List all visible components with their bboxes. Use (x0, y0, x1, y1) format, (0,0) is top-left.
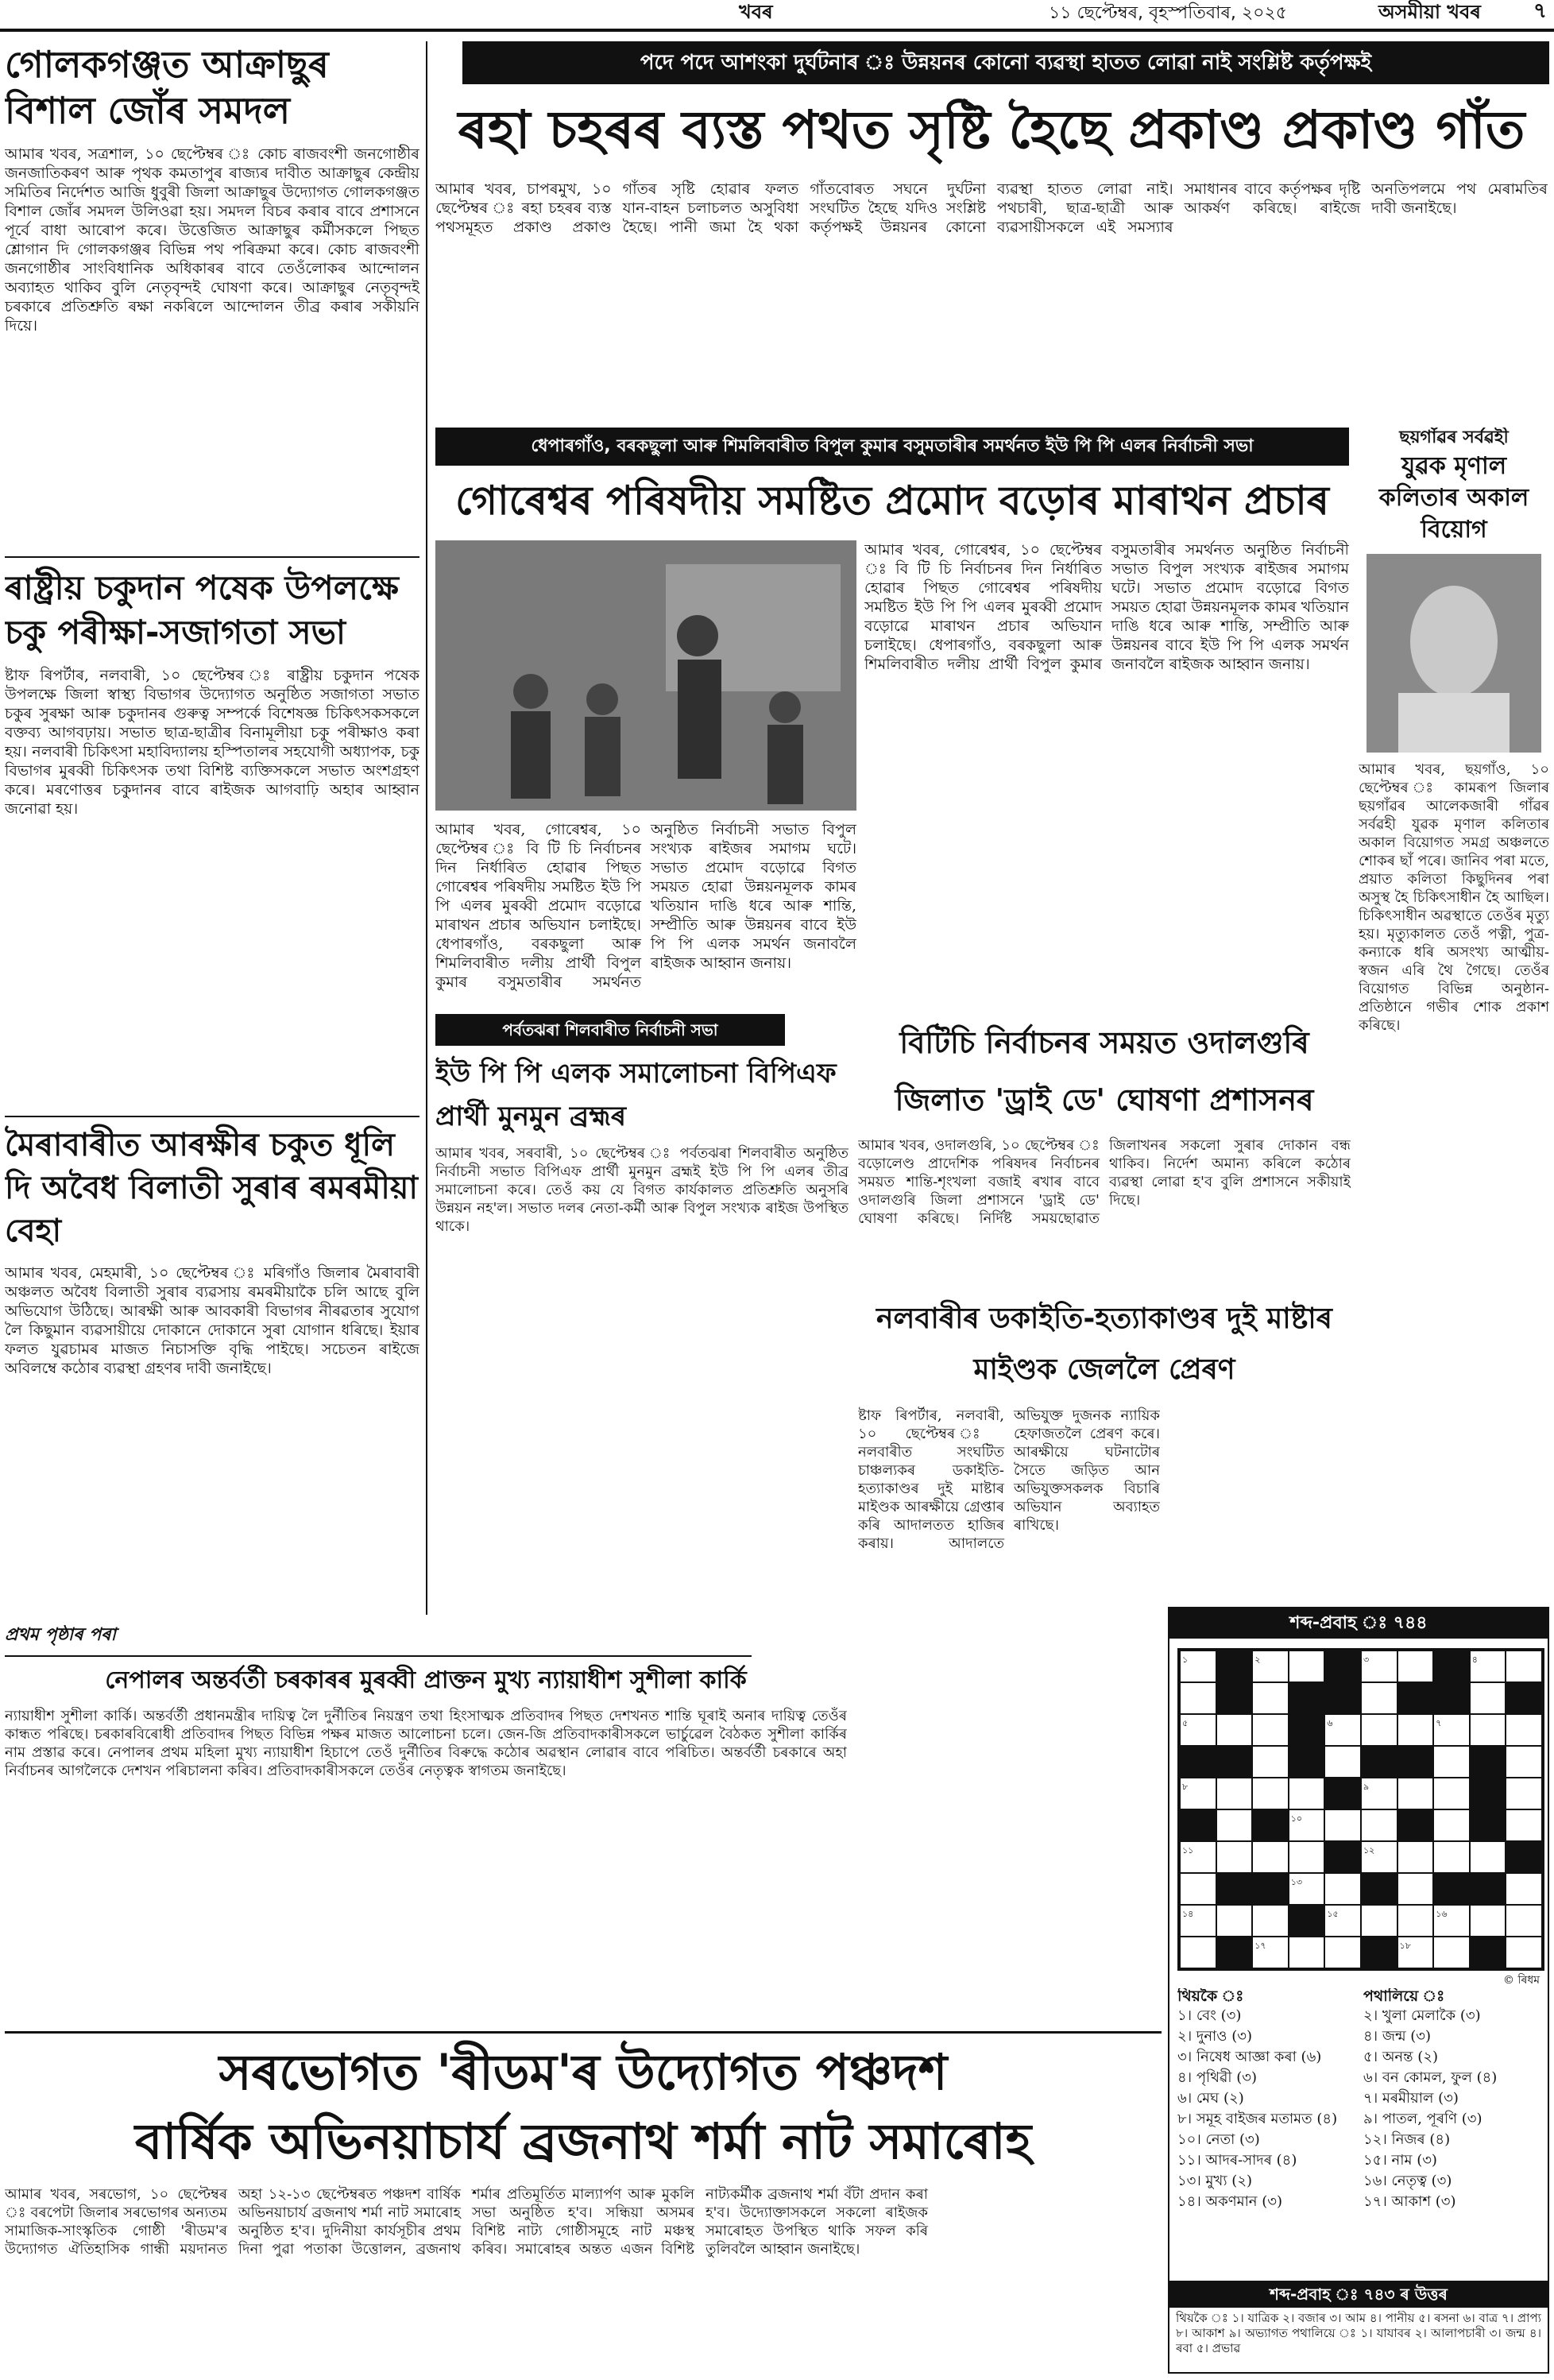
grid-cell[interactable] (1361, 1682, 1397, 1714)
grid-cell[interactable] (1397, 1778, 1434, 1809)
grid-cell[interactable] (1289, 1841, 1325, 1873)
continued-body: ন্যায়াধীশ সুশীলা কাৰ্কি। অন্তৰ্বৰ্তী প্ৰধানমন্ত্ৰীৰ দায়িত্ব লৈ দুৰ্নীতিৰ নিয়ন্ত্ৰণ তথা হিংসাত্মক প্ৰতিবাদৰ পিছত দেশখনত শান্তি ঘূৰাই অনাৰ দায়িত্ব তেওঁৰ কান্ধত পৰিছে। চৰকাৰবিৰোধী প্ৰতিবাদৰ পিছত বিভিন্ন পক্ষৰ মাজত আলোচনা চলে। জেন-জি প্ৰতিবাদকাৰীসকলে ভাৰ্চুৱেল বৈঠকত সুশীলা কাৰ্কিৰ নাম প্ৰস্তাৱ কৰে। নেপালৰ প্ৰথম মহিলা মুখ্য ন্যায়াধীশ হিচাপে তেওঁ দুৰ্নীতিৰ বিৰুদ্ধে কঠোৰ অৱস্থান লোৱাৰ বাবে পৰিচিত। অন্তৰ্বৰ্তী চৰকাৰে অহা নিৰ্বাচনৰ আগলৈকে দেশখন পৰিচালনা কৰিব। প্ৰতিবাদকাৰীসকলে তেওঁৰ নেতৃত্বক স্বাগতম জনাইছে। (5, 1708, 847, 1779)
grid-cell (1361, 1873, 1397, 1905)
continued-label (5, 1625, 752, 1657)
clue: ১৪। অকণমান (৩) (1177, 2192, 1283, 2210)
grid-cell (1216, 1682, 1253, 1714)
grid-cell[interactable]: ১৮ (1397, 1937, 1434, 1968)
grid-cell[interactable] (1506, 1905, 1542, 1937)
grid-cell[interactable] (1433, 1937, 1470, 1968)
column-rule (426, 41, 427, 1615)
grid-cell[interactable] (1216, 1714, 1253, 1746)
clue: ৫। অনন্ত (২) (1363, 2048, 1439, 2065)
grid-cell (1252, 1809, 1289, 1841)
continued-label-text: প্ৰথম পৃষ্ঠাৰ পৰা (5, 1625, 116, 1645)
grid-cell (1324, 1651, 1361, 1682)
clue: ৮। সমূহ বাইজৰ মতামত (৪) (1177, 2110, 1338, 2127)
paper-name: অসমীয়া খবৰ (1378, 1, 1481, 23)
divider (5, 2031, 1162, 2034)
grid-cell[interactable] (1252, 1746, 1289, 1778)
campaign-photo-image (435, 540, 856, 811)
clue: ৬। বন কোমল, ফুল (৪) (1363, 2068, 1498, 2086)
bpf-strap: পৰ্বতঝৰা শিলবাৰীত নিৰ্বাচনী সভা (435, 1014, 785, 1046)
bpf-headline: ইউ পি পি এলক সমালোচনা বিপিএফ প্ৰাৰ্থী মুনমুন ব্ৰহ্মৰ (435, 1058, 837, 1132)
grid-cell[interactable] (1397, 1714, 1434, 1746)
crossword-credit: © ৰিধম (1503, 1974, 1540, 1987)
grid-cell[interactable]: ১৪ (1180, 1905, 1216, 1937)
grid-cell[interactable] (1506, 1809, 1542, 1841)
dacoity-body: ষ্টাফ ৰিপৰ্টাৰ, নলবাৰী, ১০ ছেপ্টেম্বৰ ঃ নলবাৰীত সংঘটিত চাঞ্চল্যকৰ ডকাইতি-হত্যাকাণ্ডৰ দুই মাষ্টাৰ মাইণ্ডক আৰক্ষীয়ে গ্ৰেপ্তাৰ কৰি আদালতত হাজিৰ কৰায়। আদালতে অভিযুক্ত দুজনক ন্যায়িক হেফাজতলৈ প্ৰেৰণ কৰে। আৰক্ষীয়ে ঘটনাটোৰ সৈতে জড়িত আন অভিযুক্তসকলক বিচাৰি অভিযান অব্যাহত ৰাখিছে। (858, 1407, 1160, 1552)
clue: ১৬। নেতৃত্ব (৩) (1363, 2172, 1452, 2189)
grid-cell[interactable] (1216, 1809, 1253, 1841)
grid-cell (1216, 1937, 1253, 1968)
uppl-body-continued-text: আমাৰ খবৰ, গোৰেশ্বৰ, ১০ ছেপ্টেম্বৰ ঃ বি টি চি নিৰ্বাচনৰ দিন নিৰ্ধাৰিত হোৱাৰ পিছত গোৰেশ্বৰ পৰিষদীয় সমষ্টিত ইউ পি পি এলৰ মুৰব্বী প্ৰমোদ বড়োৱে মাৰাথন প্ৰচাৰ অভিযান চলাইছে। ধেপাৰগাঁও, বৰকছুলা আৰু শিমলিবাৰীত দলীয় প্ৰাৰ্থী বিপুল কুমাৰ বসুমতাৰীৰ সমৰ্থনত অনুষ্ঠিত নিৰ্বাচনী সভাত বিপুল সংখ্যক ৰাইজৰ সমাগম ঘটে। সভাত প্ৰমোদ বড়োৱে বিগত সময়ত হোৱা উন্নয়নমূলক কামৰ খতিয়ান দাঙি ধৰে আৰু শান্তি, সম্প্ৰীতি আৰু উন্নয়নৰ বাবে ইউ পি পি এলক সমৰ্থন জনাবলৈ ৰাইজক আহ্বান জনায়। (864, 541, 1349, 673)
story-golokganj-body: আমাৰ খবৰ, সত্ৰশাল, ১০ ছেপ্টেম্বৰ ঃ কোচ ৰাজবংশী জনগোষ্ঠীৰ জনজাতিকৰণ আৰু পৃথক কমতাপুৰ ৰাজ্যৰ দাবীত আক্ৰাছুৰ কেন্দ্ৰীয় সমিতিৰ নিৰ্দেশত আজি ধুবুৰী জিলা আক্ৰাছুৰ উদ্যোগত গোলকগঞ্জত বিশাল জোঁৰ সমদল উলিওৱা হয়। সমদল বিচৰ কৰাৰ বাবে প্ৰশাসনে পূৰ্বে বাধা আৰোপ কৰে। উত্তেজিত আক্ৰাছুৰ কৰ্মীসকলে পিছত শ্লোগান দি গোলকগঞ্জৰ বিভিন্ন পথ পৰিক্ৰমা কৰে। কোচ ৰাজবংশী জনগোষ্ঠীৰ সাংবিধানিক অধিকাৰৰ বাবে তেওঁলোকৰ আন্দোলন অব্যাহত থাকিব বুলি নেতৃবৃন্দই ঘোষণা কৰে। আক্ৰাছুৰ নেতৃবৃন্দই চৰকাৰে প্ৰতিশ্ৰুতি ৰক্ষা নকৰিলে আন্দোলন তীব্ৰ কৰাৰ সকীয়নি দিয়ে। (5, 145, 419, 335)
obituary-photo-image (1367, 554, 1541, 753)
uppl-strap: ধেপাৰগাঁও, বৰকছুলা আৰু শিমলিবাৰীত বিপুল কুমাৰ বসুমতাৰীৰ সমৰ্থনত ইউ পি পি এলৰ নিৰ্বাচনী সভা (435, 428, 1349, 466)
grid-cell[interactable]: ১০ (1289, 1809, 1325, 1841)
across-clues (1177, 1988, 1359, 2274)
grid-cell[interactable]: ১৫ (1324, 1905, 1361, 1937)
grid-cell[interactable]: ১৩ (1289, 1873, 1325, 1905)
header-date: ১১ ছেপ্টেম্বৰ, বৃহস্পতিবাৰ, ২০২৫ (1049, 3, 1288, 23)
grid-cell[interactable] (1397, 1905, 1434, 1937)
grid-cell[interactable] (1252, 1682, 1289, 1714)
grid-cell (1506, 1682, 1542, 1714)
grid-cell (1433, 1873, 1470, 1905)
obituary-body: আমাৰ খবৰ, ছয়গাঁও, ১০ ছেপ্টেম্বৰ ঃ কামৰূপ জিলাৰ ছয়গাঁৱৰ আলেকজাৰী গাঁৱৰ সৰ্বৱহী যুৱক মৃণাল কলিতাৰ অকাল বিয়োগত সমগ্ৰ অঞ্চলতে শোকৰ ছাঁ পৰে। জানিব পৰা মতে, প্ৰয়াত কলিতা কিছুদিনৰ পৰা অসুস্থ হৈ চিকিৎসাধীন হৈ আছিল। চিকিৎসাধীন অৱস্থাতে তেওঁৰ মৃত্যু হয়। মৃত্যুকালত তেওঁ পত্নী, পুত্ৰ-কন্যাকে ধৰি অসংখ্য আত্মীয়-স্বজন এৰি থৈ গৈছে। তেওঁৰ বিয়োগত বিভিন্ন অনুষ্ঠান-প্ৰতিষ্ঠানে গভীৰ শোক প্ৰকাশ কৰিছে। (1359, 761, 1549, 1035)
clue: ১১। আদৰ-সাদৰ (৪) (1177, 2151, 1297, 2169)
clue: ১৩। মুখ্য (২) (1177, 2172, 1253, 2189)
grid-cell[interactable] (1324, 1873, 1361, 1905)
page-header (0, 0, 1554, 27)
grid-cell[interactable] (1506, 1873, 1542, 1905)
dacoity-headline: নলবাৰীৰ ডকাইতি-হত্যাকাণ্ডৰ দুই মাষ্টাৰ মাইণ্ডক জেললৈ প্ৰেৰণ (876, 1302, 1332, 1386)
grid-cell (1397, 1809, 1434, 1841)
story-eye-camp (5, 566, 419, 1106)
grid-cell[interactable] (1324, 1746, 1361, 1778)
grid-cell (1289, 1714, 1325, 1746)
story-liquor (5, 1124, 419, 1616)
crossword-grid[interactable] (1177, 1648, 1544, 1971)
grid-cell (1180, 1746, 1216, 1778)
header-rule (0, 29, 1554, 32)
grid-cell[interactable]: ৭ (1433, 1714, 1470, 1746)
uppl-body: আমাৰ খবৰ, গোৰেশ্বৰ, ১০ ছেপ্টেম্বৰ ঃ বি টি চি নিৰ্বাচনৰ দিন নিৰ্ধাৰিত হোৱাৰ পিছত গোৰেশ্বৰ পৰিষদীয় সমষ্টিত ইউ পি পি এলৰ মুৰব্বী প্ৰমোদ বড়োৱে মাৰাথন প্ৰচাৰ অভিযান চলাইছে। ধেপাৰগাঁও, বৰকছুলা আৰু শিমলিবাৰীত দলীয় প্ৰাৰ্থী বিপুল কুমাৰ বসুমতাৰীৰ সমৰ্থনত অনুষ্ঠিত নিৰ্বাচনী সভাত বিপুল সংখ্যক ৰাইজৰ সমাগম ঘটে। সভাত প্ৰমোদ বড়োৱে বিগত সময়ত হোৱা উন্নয়নমূলক কামৰ খতিয়ান দাঙি ধৰে আৰু শান্তি, সম্প্ৰীতি আৰু উন্নয়নৰ বাবে ইউ পি পি এলক সমৰ্থন জনাবলৈ ৰাইজক আহ্বান জনায়। (435, 821, 856, 991)
grid-cell[interactable] (1470, 1714, 1506, 1746)
story-liquor-headline: মৈৰাবাৰীত আৰক্ষীৰ চকুত ধূলি দি অবৈধ বিলাতী সুৰাৰ ৰমৰমীয়া বেহা (5, 1127, 418, 1249)
grid-cell[interactable] (1506, 1746, 1542, 1778)
page-number: ৭ (1533, 0, 1547, 23)
grid-cell[interactable]: ২ (1252, 1651, 1289, 1682)
clue: ১। বেং (৩) (1177, 2007, 1242, 2024)
grid-cell[interactable] (1397, 1651, 1434, 1682)
grid-cell (1361, 1746, 1397, 1778)
story-eye-camp-headline: ৰাষ্ট্ৰীয় চকুদান পষেক উপলক্ষে চকু পৰীক্ষা-সজাগতা সভা (5, 568, 399, 652)
clue: ৪। জন্ম (৩) (1363, 2027, 1432, 2045)
grid-cell[interactable]: ১১ (1180, 1841, 1216, 1873)
grid-cell[interactable] (1361, 1809, 1397, 1841)
grid-cell[interactable] (1397, 1841, 1434, 1873)
divider (5, 1116, 419, 1117)
grid-cell[interactable] (1433, 1809, 1470, 1841)
grid-cell[interactable] (1470, 1905, 1506, 1937)
banner-strap: পদে পদে আশংকা দুৰ্ঘটনাৰ ঃ উন্নয়নৰ কোনো ব্যৱস্থা হাতত লোৱা নাই সংশ্লিষ্ট কৰ্তৃপক্ষই (462, 41, 1549, 84)
grid-cell[interactable] (1289, 1778, 1325, 1809)
uppl-headline: গোৰেশ্বৰ পৰিষদীয় সমষ্টিত প্ৰমোদ বড়োৰ মাৰাথন প্ৰচাৰ (455, 478, 1329, 524)
grid-cell[interactable]: ৪ (1470, 1651, 1506, 1682)
grid-cell (1216, 1873, 1253, 1905)
clue: ১৫। নাম (৩) (1363, 2151, 1437, 2169)
story-eye-camp-body: ষ্টাফ ৰিপৰ্টাৰ, নলবাৰী, ১০ ছেপ্টেম্বৰ ঃ ৰাষ্ট্ৰীয় চকুদান পষেক উপলক্ষে জিলা স্বাস্থ্য বিভাগৰ উদ্যোগত অনুষ্ঠিত সজাগতা সভাত চকুৰ সুৰক্ষা আৰু চকুদানৰ গুৰুত্ব সম্পৰ্কে বিশেষজ্ঞ চিকিৎসকসকলে বক্তব্য আগবঢ়ায়। সভাত ছাত্ৰ-ছাত্ৰীৰ বিনামূলীয়া চকু পৰীক্ষাও কৰা হয়। নলবাৰী চিকিৎসা মহাবিদ্যালয় হস্পিতালৰ সহযোগী অধ্যাপক, চকু বিভাগৰ মুৰব্বী চিকিৎসক তথা বিশিষ্ট ব্যক্তিসকলে সভাত অংশগ্ৰহণ কৰে। মৰণোত্তৰ চকুদানৰ বাবে ৰাইজক আগবাঢ়ি অহাৰ আহ্বান জনোৱা হয়। (5, 667, 419, 818)
grid-cell[interactable] (1216, 1841, 1253, 1873)
grid-cell (1397, 1746, 1434, 1778)
grid-cell (1324, 1778, 1361, 1809)
grid-cell[interactable]: ৫ (1180, 1714, 1216, 1746)
clue: ৭। মৰমীয়াল (৩) (1363, 2089, 1459, 2107)
continued-headline: নেপালৰ অন্তৰ্বৰ্তী চৰকাৰৰ মুৰব্বী প্ৰাক্তন মুখ্য ন্যায়াধীশ সুশীলা কাৰ্কি (105, 1666, 747, 1694)
grid-cell (1470, 1778, 1506, 1809)
grid-cell[interactable] (1361, 1905, 1397, 1937)
grid-cell (1361, 1937, 1397, 1968)
bottom-headline-1: সৰভোগত 'ৰীডম'ৰ উদ্যোগত পঞ্চদশ (218, 2043, 948, 2101)
grid-cell[interactable] (1180, 1873, 1216, 1905)
dryday-headline: বিটিচি নিৰ্বাচনৰ সময়ত ওদালগুৰি জিলাত 'ড্ৰাই ডে' ঘোষণা প্ৰশাসনৰ (895, 1025, 1314, 1117)
grid-cell (1433, 1651, 1470, 1682)
grid-cell (1180, 1809, 1216, 1841)
grid-cell[interactable]: ৩ (1361, 1651, 1397, 1682)
clue: ১২। নিজৰ (৪) (1363, 2130, 1451, 2148)
grid-cell[interactable]: ১৬ (1433, 1905, 1470, 1937)
grid-cell[interactable] (1506, 1778, 1542, 1809)
grid-cell[interactable] (1470, 1682, 1506, 1714)
grid-cell[interactable] (1397, 1873, 1434, 1905)
uppl-body-continued (864, 540, 1349, 1004)
dryday-body: আমাৰ খবৰ, ওদালগুৰি, ১০ ছেপ্টেম্বৰ ঃ বড়োলেণ্ড প্ৰাদেশিক পৰিষদৰ নিৰ্বাচনৰ সময়ত শান্তি-শৃংখলা বজাই ৰখাৰ বাবে ওদালগুৰি জিলা প্ৰশাসনে 'ড্ৰাই ডে' ঘোষণা কৰিছে। নিৰ্দিষ্ট সময়ছোৱাত জিলাখনৰ সকলো সুৰাৰ দোকান বন্ধ থাকিব। নিৰ্দেশ অমান্য কৰিলে কঠোৰ ব্যৱস্থা লোৱা হ'ব বুলি প্ৰশাসনে সকীয়াই দিছে। (858, 1137, 1351, 1227)
grid-cell[interactable] (1180, 1682, 1216, 1714)
grid-cell (1289, 1682, 1325, 1714)
down-clues (1363, 1988, 1544, 2274)
grid-cell[interactable] (1506, 1714, 1542, 1746)
clue: ২। খুলা মেলাকৈ (৩) (1363, 2007, 1481, 2024)
grid-cell[interactable] (1252, 1778, 1289, 1809)
banner-body: আমাৰ খবৰ, চাপৰমুখ, ১০ ছেপ্টেম্বৰ ঃ ৰহা চহৰৰ ব্যস্ত পথসমূহত প্ৰকাণ্ড প্ৰকাণ্ড গাঁতৰ সৃষ্টি হোৱাৰ ফলত যান-বাহন চলাচলত অসুবিধা হৈছে। পানী জমা হৈ থকা গাঁতবোৰত সঘনে দুৰ্ঘটনা সংঘটিত হৈছে যদিও সংশ্লিষ্ট কৰ্তৃপক্ষই উন্নয়নৰ কোনো ব্যৱস্থা হাতত লোৱা নাই। পথচাৰী, ছাত্ৰ-ছাত্ৰী আৰু ব্যৱসায়ীসকলে এই সমস্যাৰ সমাধানৰ বাবে কৰ্তৃপক্ষৰ দৃষ্টি আকৰ্ষণ কৰিছে। ৰাইজে অনতিপলমে পথ মেৰামতিৰ দাবী জনাইছে। (435, 180, 1548, 236)
clue: ৩। নিষেধ আজ্ঞা কৰা (৬) (1177, 2048, 1322, 2065)
grid-cell (1433, 1682, 1470, 1714)
grid-cell (1470, 1809, 1506, 1841)
grid-cell (1289, 1905, 1325, 1937)
story-liquor-body: আমাৰ খবৰ, মেহমাৰী, ১০ ছেপ্টেম্বৰ ঃ মৰিগাঁও জিলাৰ মৈৰাবাৰী অঞ্চলত অবৈধ বিলাতী সুৰাৰ ব্যৱসায় ৰমৰমীয়াকৈ চলি আছে বুলি অভিযোগ উঠিছে। আৰক্ষী আৰু আবকাৰী বিভাগৰ নীৰৱতাৰ সুযোগ লৈ কিছুমান ব্যৱসায়ীয়ে দোকানে দোকানে সুৰা যোগান ধৰিছে। ইয়াৰ ফলত যুৱচামৰ মাজত নিচাসক্তি বৃদ্ধি পাইছে। সচেতন ৰাইজে অবিলম্বে কঠোৰ ব্যৱস্থা গ্ৰহণৰ দাবী জনাইছে। (5, 1264, 419, 1377)
grid-cell[interactable] (1252, 1905, 1289, 1937)
grid-cell[interactable] (1433, 1841, 1470, 1873)
grid-cell[interactable] (1252, 1714, 1289, 1746)
campaign-photo (435, 540, 856, 811)
section-label: খবৰ (739, 1, 773, 23)
answer-title: শব্দ-প্ৰবাহ ঃ ৭৪৩ ৰ উত্তৰ (1169, 2281, 1548, 2308)
grid-cell (1397, 1682, 1434, 1714)
bottom-headline-2: বাৰ্ষিক অভিনয়াচাৰ্য ব্ৰজনাথ শৰ্মা নাট সমাৰোহ (134, 2112, 1032, 2170)
clue: ২। দুনাও (৩) (1177, 2027, 1253, 2045)
grid-cell (1324, 1841, 1361, 1873)
clue: ৬। মেঘ (২) (1177, 2089, 1244, 2107)
grid-cell[interactable] (1470, 1841, 1506, 1873)
grid-cell[interactable] (1180, 1937, 1216, 1968)
crossword (1168, 1607, 1549, 2374)
grid-cell (1506, 1841, 1542, 1873)
banner-headline: ৰহা চহৰৰ ব্যস্ত পথত সৃষ্টি হৈছে প্ৰকাণ্ড প্ৰকাণ্ড গাঁত (458, 99, 1525, 161)
obituary-headline: যুৱক মৃণাল কলিতাৰ অকাল বিয়োগ (1378, 452, 1529, 544)
grid-cell[interactable] (1289, 1651, 1325, 1682)
grid-cell[interactable] (1506, 1937, 1542, 1968)
grid-cell[interactable]: ৯ (1361, 1778, 1397, 1809)
clue: ১০। নেতা (৩) (1177, 2130, 1260, 2148)
grid-cell (1470, 1746, 1506, 1778)
bpf-body: আমাৰ খবৰ, সৰবাৰী, ১০ ছেপ্টেম্বৰ ঃ পৰ্বতঝৰা শিলবাৰীত অনুষ্ঠিত নিৰ্বাচনী সভাত বিপিএফ প্ৰাৰ্থী মুনমুন ব্ৰহ্মই ইউ পি পি এলৰ তীব্ৰ সমালোচনা কৰে। তেওঁ কয় যে বিগত কাৰ্যকালত প্ৰতিশ্ৰুতি অনুসৰি উন্নয়ন নহ'ল। সভাত দলৰ নেতা-কৰ্মী আৰু বিপুল সংখ্যক ৰাইজ উপস্থিত থাকে। (435, 1145, 849, 1235)
grid-cell[interactable] (1216, 1778, 1253, 1809)
grid-cell[interactable] (1289, 1937, 1325, 1968)
grid-cell[interactable]: ১ (1180, 1651, 1216, 1682)
obituary-photo (1367, 554, 1541, 753)
grid-cell (1470, 1873, 1506, 1905)
grid-cell[interactable] (1252, 1841, 1289, 1873)
across-title: থিয়কৈ ঃ (1177, 1988, 1244, 2005)
grid-cell (1324, 1682, 1361, 1714)
story-golokganj (5, 41, 419, 550)
grid-cell (1252, 1873, 1289, 1905)
down-title: পথালিয়ে ঃ (1363, 1988, 1445, 2005)
grid-cell[interactable] (1324, 1937, 1361, 1968)
grid-cell[interactable]: ৮ (1180, 1778, 1216, 1809)
grid-cell[interactable] (1433, 1746, 1470, 1778)
grid-cell[interactable]: ১৭ (1252, 1937, 1289, 1968)
grid-cell (1470, 1937, 1506, 1968)
clue: ১৭। আকাশ (৩) (1363, 2192, 1456, 2210)
grid-cell[interactable] (1216, 1905, 1253, 1937)
bottom-body: আমাৰ খবৰ, সৰভোগ, ১০ ছেপ্টেম্বৰ ঃ বৰপেটা জিলাৰ সৰভোগৰ অন্যতম সামাজিক-সাংস্কৃতিক গোষ্ঠী 'ৰীডম'ৰ উদ্যোগত ঐতিহাসিক গান্ধী ময়দানত অহা ১২-১৩ ছেপ্টেম্বৰত পঞ্চদশ বাৰ্ষিক অভিনয়াচাৰ্য ব্ৰজনাথ শৰ্মা নাট সমাৰোহ অনুষ্ঠিত হ'ব। দুদিনীয়া কাৰ্যসূচীৰ প্ৰথম দিনা পুৱা পতাকা উত্তোলন, ব্ৰজনাথ শৰ্মাৰ প্ৰতিমূৰ্তিত মাল্যাৰ্পণ আৰু মুকলি সভা অনুষ্ঠিত হ'ব। সন্ধিয়া অসমৰ বিশিষ্ট নাট্য গোষ্ঠীসমূহে নাট মঞ্চস্থ কৰিব। সমাৰোহৰ অন্তত এজন বিশিষ্ট নাট্যকৰ্মীক ব্ৰজনাথ শৰ্মা বঁটা প্ৰদান কৰা হ'ব। উদ্যোক্তাসকলে সকলো ৰাইজক সমাৰোহত উপস্থিত থাকি সফল কৰি তুলিবলৈ আহ্বান জনাইছে। (5, 2186, 928, 2258)
crossword-title: শব্দ-প্ৰবাহ ঃ ৭৪৪ (1169, 1608, 1548, 1639)
grid-cell[interactable]: ৬ (1324, 1714, 1361, 1746)
obituary (1359, 428, 1549, 1389)
grid-cell[interactable] (1324, 1809, 1361, 1841)
grid-cell (1216, 1651, 1253, 1682)
divider (5, 556, 419, 558)
answers: থিয়কৈ ঃ ১। যাত্ৰিক ২। বজাৰ ৩। আম ৪। পানীয় ৫। ৰসনা ৬। বাত্ৰ ৭। প্ৰাপ্য ৮। আকাশ ৯। অভ্যাগত পথালিয়ে ঃ ১। যাযাবৰ ২। আলাপচাৰী ৩। জন্ম ৪। ৰবা ৫। প্ৰভাৱ (1176, 2311, 1541, 2355)
clue: ৯। পাতল, পূৰণি (৩) (1363, 2110, 1482, 2127)
grid-cell (1289, 1746, 1325, 1778)
grid-cell[interactable] (1361, 1714, 1397, 1746)
story-golokganj-headline: গোলকগঞ্জত আক্ৰাছুৰ বিশাল জোঁৰ সমদল (5, 43, 329, 132)
clue: ৪। পৃথিৱী (৩) (1177, 2068, 1258, 2086)
grid-cell[interactable] (1506, 1651, 1542, 1682)
grid-cell[interactable]: ১২ (1361, 1841, 1397, 1873)
grid-cell[interactable] (1433, 1778, 1470, 1809)
grid-cell (1216, 1746, 1253, 1778)
obituary-kicker: ছয়গাঁৱৰ সৰ্বৱহী (1399, 428, 1509, 447)
